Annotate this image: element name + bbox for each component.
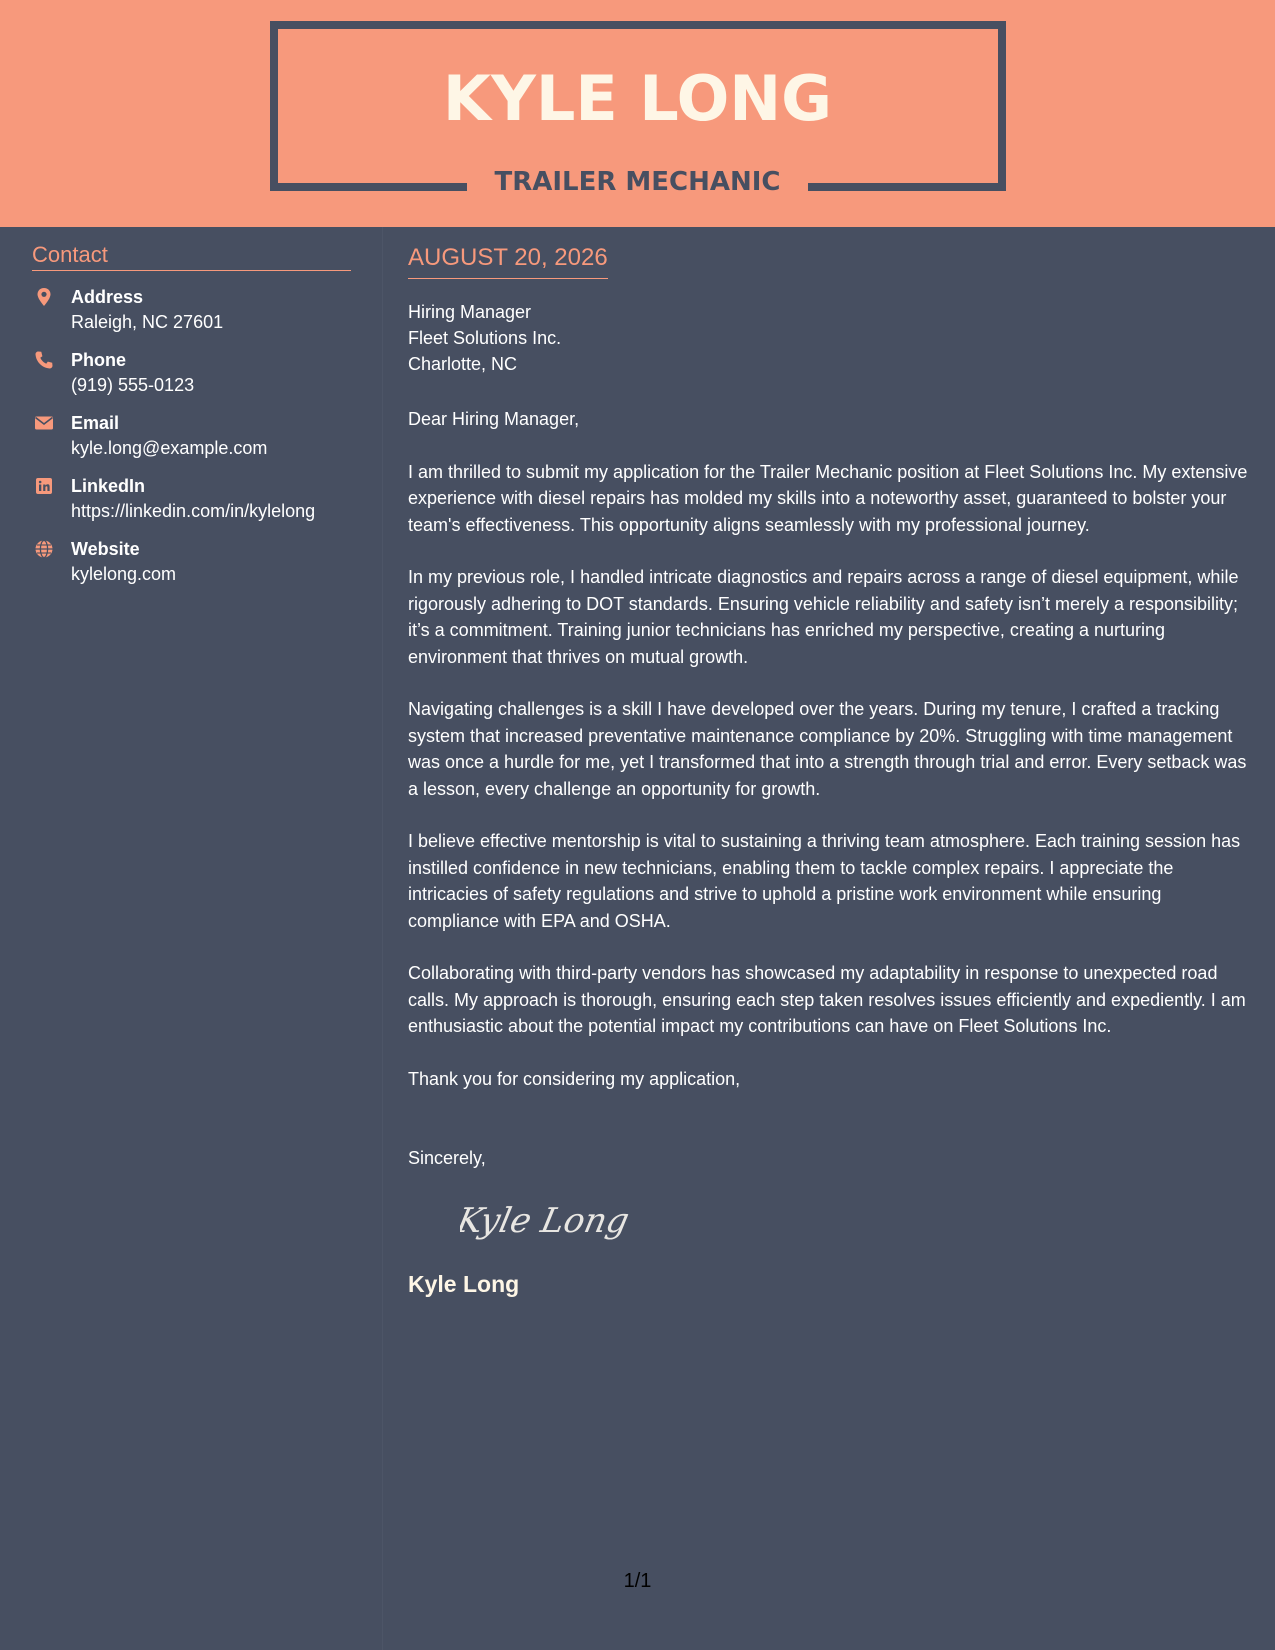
email-value[interactable]: kyle.long@example.com: [71, 438, 268, 458]
phone-icon: [34, 350, 54, 370]
contact-label: Address: [71, 287, 144, 307]
contact-item-email: [32, 411, 351, 474]
letter-paragraph: I believe effective mentorship is vital to sustaining a thriving team atmosphere. Each training session has instilled confidence in new technicians, enabling them to tackle complex repairs. I appreciate the intricacies of safety regulations and strive to uphold a pristine work environment while ensuring compliance with EPA and OSHA.: [408, 831, 1241, 931]
letter-paragraph: I am thrilled to submit my application for the Trailer Mechanic position at Fleet Solutions Inc. My extensive experience with diesel repairs has molded my skills into a noteworthy asset, guaranteed to bolster your team's effectiveness. This opportunity aligns seamlessly with my professional journey.: [408, 461, 1248, 535]
website-value[interactable]: kylelong.com: [71, 564, 177, 584]
letter-paragraph: Collaborating with third-party vendors has showcased my adaptability in response to unexpected road calls. My approach is thorough, ensuring each step taken resolves issues efficiently and expediently. I am enthusiastic about the potential impact my contributions can have on Fleet Solutions Inc.: [408, 963, 1246, 1036]
map-pin-icon: [34, 287, 54, 307]
linkedin-icon: [34, 476, 54, 496]
column-divider: [382, 227, 383, 1650]
letter-paragraph: Navigating challenges is a skill I have developed over the years. During my tenure, I crafted a tracking system that increased preventative maintenance compliance by 20%. Struggling with time management was once a hurdle for me, yet I transformed that into a strength through trial and error. Every setback was a lesson, every challenge an opportunity for growth.: [408, 699, 1247, 799]
contact-label: Phone: [71, 350, 127, 370]
contact-label: Email: [71, 413, 120, 433]
contact-item-linkedin: [32, 474, 351, 537]
address-value: Raleigh, NC 27601: [71, 312, 224, 332]
recipient-block: [408, 299, 1248, 377]
contact-heading: Contact: [32, 242, 351, 271]
phone-value[interactable]: (919) 555-0123: [71, 375, 195, 395]
linkedin-value[interactable]: https://linkedin.com/in/kylelong: [71, 501, 316, 521]
contact-item-website: [32, 537, 351, 600]
handwritten-signature: [460, 1190, 630, 1250]
globe-icon: [34, 539, 54, 559]
letter-paragraph: In my previous role, I handled intricate diagnostics and repairs across a range of diesel equipment, while rigorously adhering to DOT standards. Ensuring vehicle reliability and safety isn’t merely a responsibility; it’s a commitment. Training junior technicians has enriched my perspective, creating a nurturing environment that thrives on mutual growth.: [408, 567, 1239, 667]
page-number: 1/1: [623, 1570, 652, 1592]
sign-off: Sincerely,: [408, 1148, 486, 1168]
recipient-line: Charlotte, NC: [408, 354, 518, 374]
contact-item-address: [32, 285, 351, 348]
contact-sidebar: [32, 242, 351, 600]
job-title: TRAILER MECHANIC: [494, 167, 781, 197]
contact-label: LinkedIn: [71, 476, 146, 496]
contact-label: Website: [71, 539, 140, 559]
salutation: Dear Hiring Manager,: [408, 409, 580, 429]
envelope-icon: [34, 413, 54, 433]
letter-date: AUGUST 20, 2026: [408, 244, 608, 279]
recipient-line: Hiring Manager: [408, 302, 532, 322]
closing-thanks: Thank you for considering my application,: [408, 1068, 741, 1089]
recipient-line: Fleet Solutions Inc.: [408, 328, 562, 348]
signer-name: Kyle Long: [408, 1270, 520, 1297]
applicant-name: KYLE LONG: [442, 62, 833, 135]
contact-item-phone: [32, 348, 351, 411]
signature-glyphs: Kyle Long: [460, 1200, 630, 1241]
letter-body: [408, 244, 1248, 1298]
